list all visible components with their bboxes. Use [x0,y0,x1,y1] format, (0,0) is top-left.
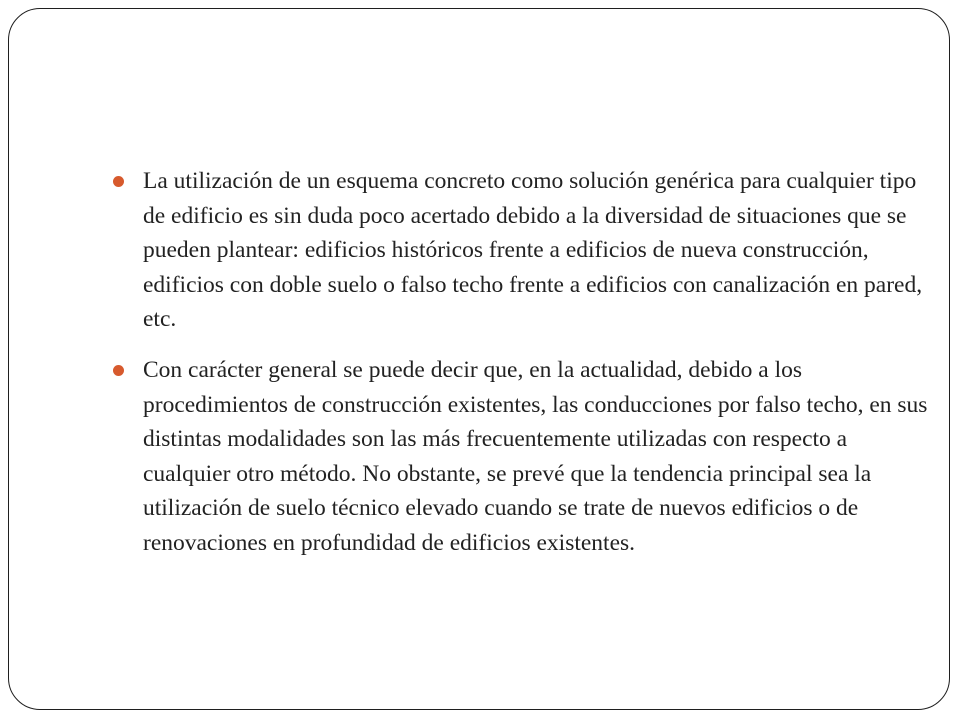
bullet-dot-icon [113,176,124,187]
slide-frame [8,8,950,710]
bullet-text: La utilización de un esquema concreto como solución genérica para cualquier tipo de edificio es sin duda poco acertado debido a la diversidad de situaciones que se pueden plantear: edificios históricos frente a edificios de nueva construcción, edificios con doble suelo o falso techo frente a edificios con canalización en pared, etc. [143,168,923,333]
bullet-dot-icon [113,365,124,376]
bullet-item [113,353,933,561]
bullet-item [113,164,933,337]
bullet-list [113,164,933,577]
bullet-text: Con carácter general se puede decir que, en la actualidad, debido a los procedimientos de construcción existentes, las conducciones por falso techo, en sus distintas modalidades son las más frecuentemente utilizadas con respecto a cualquier otro método. No obstante, se prevé que la tendencia principal sea la utilización de suelo técnico elevado cuando se trate de nuevos edificios o de renovaciones en profundidad de edificios existentes. [143,356,928,556]
